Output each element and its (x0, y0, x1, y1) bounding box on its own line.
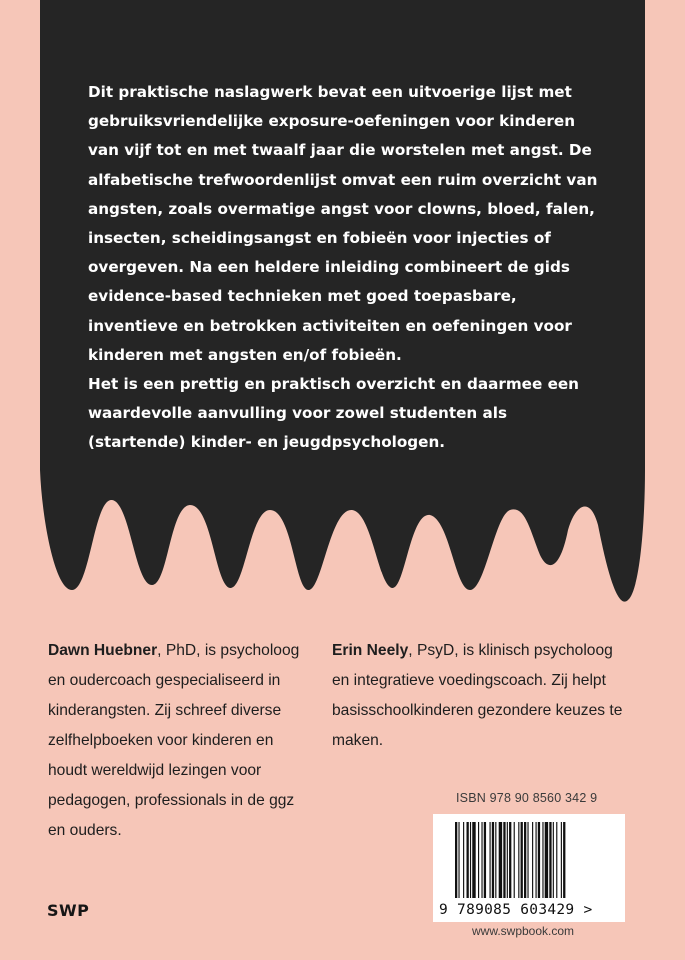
barcode-bar (481, 822, 482, 898)
barcode-bar (532, 822, 533, 898)
barcode-bar (509, 822, 511, 898)
barcode-bar (458, 822, 459, 898)
barcode-bars (441, 822, 617, 902)
barcode-bar (503, 822, 505, 898)
publisher-website: www.swpbook.com (472, 924, 575, 938)
barcode-bar (561, 822, 562, 898)
barcode (433, 814, 625, 922)
barcode-bar (470, 822, 471, 898)
barcode-bar (556, 822, 557, 898)
isbn-label: ISBN 978 90 8560 342 9 (456, 791, 598, 805)
barcode-bar (549, 822, 551, 898)
blurb-paragraph-1: Dit praktische naslagwerk bevat een uitvoerige lijst met gebruiksvriendelijke exposure-oefeningen voor kinderen van vijf tot en met twaalf jaar die worstelen met angst. De alfabetische trefwoordenlijst omvat een ruim overzicht van angsten, zoals overmatige angst voor clowns, bloed, falen, insecten, scheidingsangst en fobieën voor injecties of overgeven. Na een heldere inleiding combineert de gids evidence-based technieken met goed toepasbare, inventieve en betrokken activiteiten en oefeningen voor kinderen met angsten en/of fobieën. (88, 83, 598, 364)
barcode-bar (472, 822, 475, 898)
barcode-bar (455, 822, 457, 898)
barcode-bar (484, 822, 486, 898)
barcode-bar (536, 822, 537, 898)
barcode-bar (478, 822, 479, 898)
barcode-bar (538, 822, 540, 898)
author-bio-text: , PhD, is psycholoog en oudercoach gespecialiseerd in kinderangsten. Zij schreef diverse zelfhelpboeken voor kinderen en houdt wereldwijd lezingen voor pedagogen, professionals in de ggz en ouders. (48, 642, 300, 839)
barcode-bar (563, 822, 565, 898)
barcode-bar (463, 822, 464, 898)
barcode-bar (542, 822, 543, 898)
barcode-bar (527, 822, 528, 898)
barcode-digits: 9 789085 603429 > (439, 902, 593, 918)
author-name: Dawn Huebner (48, 642, 158, 659)
barcode-bar (553, 822, 554, 898)
author-bio-dawn-huebner (48, 636, 308, 846)
back-cover-blurb (88, 78, 608, 458)
barcode-bar (467, 822, 469, 898)
barcode-bar (490, 822, 491, 898)
barcode-bar (492, 822, 494, 898)
barcode-bar (521, 822, 523, 898)
barcode-bar (545, 822, 548, 898)
publisher-logo: SWP (47, 901, 90, 920)
blurb-paragraph-2: Het is een prettig en praktisch overzicht en daarmee een waardevolle aanvulling voor zowel studenten als (startende) kinder- en jeugdpsychologen. (88, 375, 579, 452)
author-name: Erin Neely (332, 642, 409, 659)
barcode-bar (499, 822, 502, 898)
barcode-bar (518, 822, 519, 898)
author-bio-erin-neely (332, 636, 632, 756)
author-bio-text: , PsyD, is klinisch psycholoog en integratieve voedingscoach. Zij helpt basisschoolkinderen gezondere keuzes te maken. (332, 642, 623, 749)
barcode-bar (524, 822, 526, 898)
barcode-bar (514, 822, 515, 898)
barcode-bar (507, 822, 508, 898)
barcode-bar (495, 822, 496, 898)
